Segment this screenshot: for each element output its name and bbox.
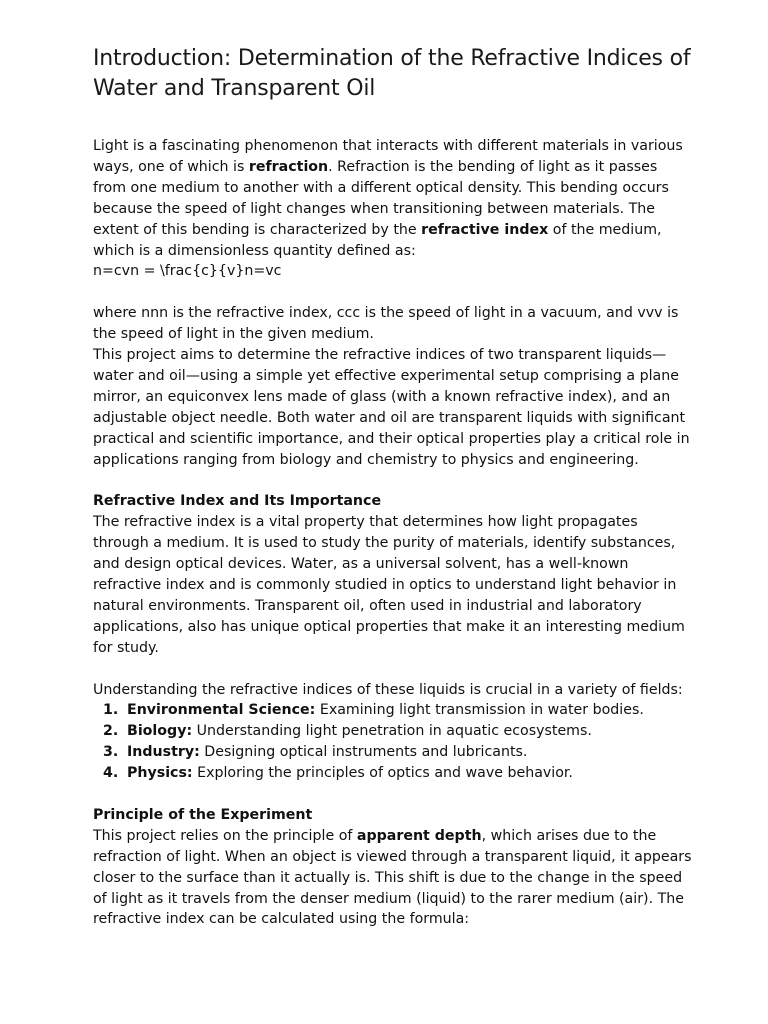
list-number: 2. [103, 723, 119, 740]
document-page [93, 44, 693, 930]
importance-paragraph: The refractive index is a vital property that determines how light propagates through a medium. It is used to study the purity of materials, identify substances, and design optical devices. Water, as a universal solvent, has a well-known refractive index and is commonly studied in optics to understand light behavior in natural environments. Transparent oil, often used in industrial and laboratory applications, also has unique optical properties that make it an interesting medium for study. [93, 514, 685, 656]
list-item-text: Examining light transmission in water bodies. [315, 702, 644, 719]
list-item-label: Environmental Science: [127, 702, 316, 719]
list-item-label: Biology: [127, 723, 193, 740]
list-number: 4. [103, 765, 119, 782]
list-item-label: Industry: [127, 744, 200, 761]
fields-intro: Understanding the refractive indices of these liquids is crucial in a variety of fields: [93, 681, 683, 698]
list-item [93, 700, 693, 721]
term-refractive-index: refractive index [421, 221, 549, 238]
principle-text-2: , which arises due to the refraction of light. When an object is viewed through a transparent liquid, it appears closer to the surface than it actually is. This shift is due to the change in the speed of light as it travels from the denser medium (liquid) to the rarer medium (air). The refractive index can be calculated using the formula: [93, 827, 692, 928]
intro-text-1: Light is a fascinating phenomenon that interacts with different materials in various ways, one of which is [93, 138, 683, 175]
term-apparent-depth: apparent depth [356, 827, 482, 844]
list-number: 1. [103, 702, 119, 719]
principle-paragraph [93, 826, 693, 931]
list-item [93, 721, 693, 742]
formula-line: n=cvn = \frac{c}{v}n=vc [93, 263, 282, 280]
spacer [93, 659, 693, 680]
spacer [93, 470, 693, 491]
list-item [93, 763, 693, 784]
list-item-label: Physics: [127, 765, 193, 782]
spacer [93, 282, 693, 303]
principle-heading: Principle of the Experiment [93, 806, 313, 823]
list-item-text: Understanding light penetration in aquatic ecosystems. [192, 723, 592, 740]
list-item [93, 742, 693, 763]
intro-paragraph [93, 136, 693, 261]
list-item-text: Designing optical instruments and lubricants. [199, 744, 528, 761]
term-refraction: refraction [248, 158, 329, 175]
intro-text-3: of the medium, which is a dimensionless quantity defined as: [93, 221, 662, 259]
fields-list [93, 700, 693, 784]
project-aim-paragraph: This project aims to determine the refractive indices of two transparent liquids—water and oil—using a simple yet effective experimental setup comprising a plane mirror, an equiconvex lens made of glass (with a known refractive index), and an adjustable object needle. Both water and oil are transparent liquids with significant practical and scientific importance, and their optical properties play a critical role in applications ranging from biology and chemistry to physics and engineering. [93, 347, 690, 468]
intro-text-2: . Refraction is the bending of light as it passes from one medium to another with a different optical density. This bending occurs because the speed of light changes when transitioning between materials. The extent of this bending is characterized by the [93, 158, 669, 238]
spacer [93, 784, 693, 805]
principle-text-1: This project relies on the principle of [93, 827, 357, 844]
definition-paragraph: where nnn is the refractive index, ccc is the speed of light in a vacuum, and vvv is the speed of light in the given medium. [93, 305, 679, 343]
list-item-text: Exploring the principles of optics and wave behavior. [192, 765, 573, 782]
importance-heading: Refractive Index and Its Importance [93, 493, 382, 510]
list-number: 3. [103, 744, 119, 761]
document-title: Introduction: Determination of the Refractive Indices of Water and Transparent Oil [93, 46, 691, 101]
